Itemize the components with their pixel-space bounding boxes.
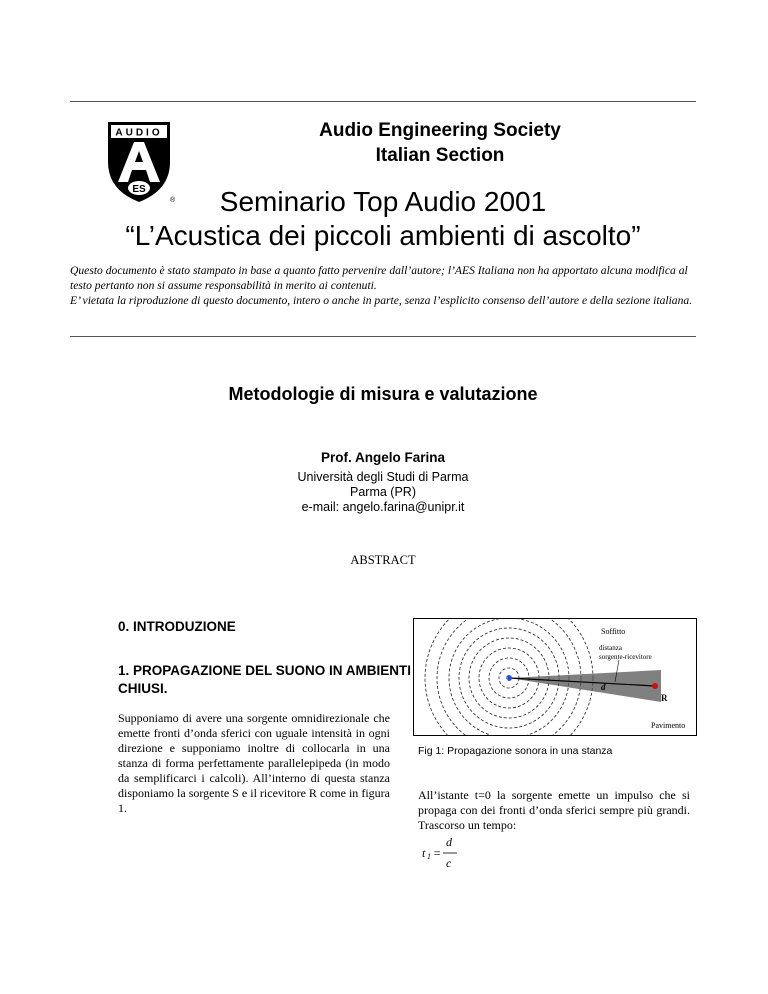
r-label: R bbox=[661, 693, 668, 703]
section-1-heading: 1. PROPAGAZIONE DEL SUONO IN AMBIENTI CHIUSI. bbox=[118, 663, 412, 696]
svg-text:®: ® bbox=[170, 197, 176, 204]
receiver-marker bbox=[652, 683, 658, 689]
section-1-paragraph: Supponiamo di avere una sorgente omnidirezionale che emette fronti d’onda sferici con uguale intensità in ogni direzione e supponiamo inoltre di collocarla in una stanza di forma perfettamente parallelepipeda (in modo da semplificarci i calcoli). All’interno di questa stanza disponiamo la sorgente S e il ricevitore R come in figura 1. bbox=[118, 711, 390, 815]
floor-label: Pavimento bbox=[651, 721, 686, 730]
org-section: Italian Section bbox=[375, 145, 505, 166]
author-name: Prof. Angelo Farina bbox=[320, 450, 445, 465]
seminar-subtitle: “L’Acustica dei piccoli ambienti di ascolto” bbox=[125, 220, 641, 251]
figure-caption: Fig 1: Propagazione sonora in una stanza bbox=[418, 745, 613, 757]
affiliation: Università degli Studi di Parma bbox=[297, 470, 469, 484]
org-name: Audio Engineering Society bbox=[319, 120, 561, 141]
top-rule bbox=[70, 101, 696, 102]
author-email: e-mail: angelo.farina@unipr.it bbox=[301, 500, 465, 514]
middle-rule bbox=[70, 336, 696, 337]
svg-text:d: d bbox=[446, 835, 452, 849]
disclaimer-p1: Questo documento è stato stampato in base a quanto fatto pervenire dall’autore; l’AES Italiana non ha apportato alcuna modifica al testo pertanto non si assume responsabilità in merito ai contenuti. bbox=[70, 264, 688, 292]
section-1-paragraph-2: All’istante t=0 la sorgente emette un impulso che si propaga con dei fronti d’onda sferici sempre più grandi. Trascorso un tempo: bbox=[418, 788, 690, 832]
svg-text:1: 1 bbox=[427, 852, 431, 861]
paper-title: Metodologie di misura e valutazione bbox=[228, 384, 538, 404]
ceiling-label: Soffitto bbox=[601, 627, 626, 636]
d-label: d bbox=[601, 682, 606, 692]
abstract-heading: ABSTRACT bbox=[350, 553, 416, 567]
disclaimer-p2: E’ vietata la riproduzione di questo documento, intero o anche in parte, senza l’esplicito consenso dell’autore e della sezione italiana. bbox=[70, 294, 693, 307]
svg-text:=: = bbox=[433, 846, 442, 860]
svg-text:c: c bbox=[446, 856, 452, 870]
section-0-heading: 0. INTRODUZIONE bbox=[118, 619, 236, 634]
seminar-title: Seminario Top Audio 2001 bbox=[219, 186, 547, 217]
svg-text:t: t bbox=[422, 846, 426, 860]
s-label: S bbox=[504, 676, 508, 684]
distance-label-2: sorgente-ricevitore bbox=[599, 653, 652, 661]
affiliation-city: Parma (PR) bbox=[350, 485, 416, 499]
distance-label: distanza bbox=[599, 644, 622, 652]
svg-text:AUDIO: AUDIO bbox=[115, 127, 163, 139]
svg-text:ES: ES bbox=[132, 184, 146, 195]
figure-1 bbox=[413, 618, 697, 736]
disclaimer bbox=[70, 263, 696, 308]
equation bbox=[420, 832, 480, 876]
